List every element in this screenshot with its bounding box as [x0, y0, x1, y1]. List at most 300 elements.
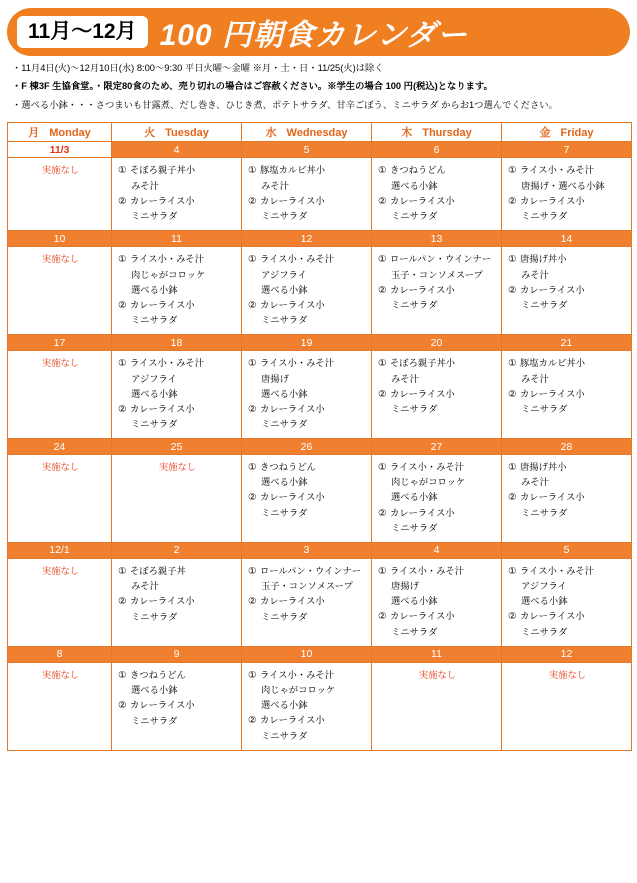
menu-item-text: 肉じゃがコロッケ	[261, 685, 336, 696]
menu-item	[248, 313, 367, 328]
menu-item	[508, 268, 627, 283]
menu-item-text: ミニサラダ	[521, 211, 568, 222]
menu-item	[248, 579, 367, 594]
menu-item-text: ライス小・みそ汁	[390, 565, 465, 576]
closed-label: 実施なし	[41, 565, 80, 576]
menu-item-number: ②	[378, 284, 387, 296]
menu-item-text: みそ汁	[261, 180, 289, 191]
menu-item	[248, 283, 367, 298]
closed-cell	[8, 247, 112, 335]
menu-item-text: 玉子・コンソメスープ	[261, 581, 353, 592]
menu-item	[378, 475, 497, 490]
menu-cell	[502, 158, 632, 231]
menu-row	[8, 662, 632, 750]
menu-item-text: 選べる小鉢	[131, 685, 178, 696]
menu-item-text: きつねうどん	[130, 669, 186, 680]
menu-item	[248, 594, 367, 609]
menu-item-text: ミニサラダ	[521, 507, 568, 518]
menu-item-text: 豚塩カルビ丼小	[260, 165, 326, 176]
menu-cell	[112, 247, 242, 335]
menu-item	[118, 372, 237, 387]
table-header-row	[8, 123, 632, 142]
menu-item-number: ②	[118, 596, 127, 608]
menu-item	[248, 402, 367, 417]
page-title: 100 円朝食カレンダー	[159, 19, 469, 52]
date-cell	[372, 142, 502, 158]
menu-cell	[112, 662, 242, 750]
column-header-tuesday-en: Tuesday	[165, 127, 209, 140]
menu-item	[508, 625, 627, 640]
closed-label: 実施なし	[41, 669, 80, 680]
menu-item-text: アジフライ	[261, 269, 307, 280]
menu-item	[118, 252, 237, 267]
date-label: 27	[430, 440, 443, 453]
date-label: 5	[303, 143, 310, 156]
column-header-monday-en: Monday	[49, 127, 91, 140]
menu-item-text: ライス小・みそ汁	[520, 165, 595, 176]
menu-item-text: カレーライス小	[130, 299, 195, 310]
menu-item-text: アジフライ	[521, 581, 567, 592]
menu-row	[8, 247, 632, 335]
menu-item	[508, 564, 627, 579]
menu-item	[378, 506, 497, 521]
menu-item	[508, 387, 627, 402]
menu-item	[118, 356, 237, 371]
menu-item-number: ①	[508, 358, 517, 370]
menu-item	[378, 372, 497, 387]
menu-row	[8, 158, 632, 231]
menu-item-text: ミニサラダ	[391, 211, 438, 222]
menu-cell	[242, 158, 372, 231]
menu-item-text: みそ汁	[131, 581, 159, 592]
menu-item-text: カレーライス小	[520, 284, 585, 295]
date-label: 4	[173, 143, 180, 156]
menu-item	[378, 298, 497, 313]
date-row	[8, 231, 632, 247]
menu-item	[248, 713, 367, 728]
menu-item	[378, 179, 497, 194]
menu-item-text: カレーライス小	[520, 492, 585, 503]
menu-item-text: カレーライス小	[260, 492, 325, 503]
menu-item	[118, 564, 237, 579]
header-period-badge: 11月～12月	[17, 16, 148, 48]
date-row	[8, 142, 632, 158]
date-cell	[8, 542, 112, 558]
menu-item-text: ロールパン・ウインナー	[390, 254, 492, 265]
menu-item-text: 唐揚げ丼小	[520, 462, 567, 473]
date-cell	[242, 231, 372, 247]
menu-cell	[502, 455, 632, 543]
date-cell	[112, 439, 242, 455]
menu-item	[248, 564, 367, 579]
menu-item	[508, 194, 627, 209]
menu-item-text: カレーライス小	[260, 715, 325, 726]
column-header-monday	[8, 123, 112, 142]
menu-item	[248, 209, 367, 224]
menu-item-text: ライス小・みそ汁	[260, 669, 335, 680]
menu-item	[118, 179, 237, 194]
menu-item	[118, 402, 237, 417]
date-cell	[502, 439, 632, 455]
date-cell	[242, 439, 372, 455]
date-cell	[502, 542, 632, 558]
menu-item-number: ②	[508, 284, 517, 296]
menu-item-text: カレーライス小	[260, 403, 325, 414]
menu-item	[248, 729, 367, 744]
date-cell	[502, 646, 632, 662]
menu-item	[378, 194, 497, 209]
menu-item-number: ②	[508, 195, 517, 207]
menu-item-text: ライス小・みそ汁	[130, 358, 205, 369]
menu-item-text: そぼろ親子丼	[130, 565, 186, 576]
menu-row	[8, 455, 632, 543]
menu-item-text: カレーライス小	[520, 388, 585, 399]
menu-item	[508, 163, 627, 178]
menu-cell	[242, 558, 372, 646]
menu-item	[248, 372, 367, 387]
menu-item	[118, 163, 237, 178]
menu-item	[508, 252, 627, 267]
menu-item	[378, 163, 497, 178]
date-cell	[242, 142, 372, 158]
date-cell	[8, 142, 112, 158]
column-header-wednesday-en: Wednesday	[286, 127, 348, 140]
menu-item-number: ①	[248, 565, 257, 577]
menu-item-text: みそ汁	[391, 373, 419, 384]
menu-item-number: ②	[118, 700, 127, 712]
menu-item-text: 選べる小鉢	[131, 388, 178, 399]
menu-cell	[502, 247, 632, 335]
menu-item	[118, 417, 237, 432]
menu-item	[508, 490, 627, 505]
date-cell	[372, 439, 502, 455]
menu-item-number: ②	[248, 492, 257, 504]
notes-block	[6, 62, 631, 120]
menu-item-text: カレーライス小	[130, 596, 195, 607]
menu-item	[378, 209, 497, 224]
menu-item	[508, 506, 627, 521]
date-label: 10	[300, 648, 313, 661]
menu-item	[508, 579, 627, 594]
menu-item	[248, 475, 367, 490]
menu-cell	[112, 351, 242, 439]
date-label: 14	[560, 232, 573, 245]
menu-item-text: 肉じゃがコロッケ	[131, 269, 206, 280]
menu-item-text: みそ汁	[521, 477, 549, 488]
menu-item-text: ミニサラダ	[521, 403, 568, 414]
menu-item-text: ライス小・みそ汁	[260, 254, 335, 265]
menu-item	[378, 564, 497, 579]
menu-item-text: ライス小・みそ汁	[260, 358, 335, 369]
menu-item	[378, 490, 497, 505]
menu-item-text: ミニサラダ	[261, 211, 308, 222]
column-header-wednesday	[242, 123, 372, 142]
date-cell	[502, 231, 632, 247]
date-cell	[372, 335, 502, 351]
menu-item-text: カレーライス小	[390, 195, 455, 206]
menu-item-text: カレーライス小	[390, 284, 455, 295]
menu-item-text: カレーライス小	[260, 195, 325, 206]
menu-item-number: ①	[508, 165, 517, 177]
menu-item-text: ミニサラダ	[521, 626, 568, 637]
date-label: 26	[300, 440, 313, 453]
menu-item-text: そぼろ親子丼小	[390, 358, 456, 369]
menu-item-text: カレーライス小	[260, 596, 325, 607]
menu-item	[248, 506, 367, 521]
menu-row	[8, 351, 632, 439]
menu-item-text: 選べる小鉢	[131, 284, 178, 295]
column-header-tuesday-jp: 火	[144, 127, 156, 140]
date-cell	[112, 646, 242, 662]
column-header-wednesday-jp: 水	[265, 127, 277, 140]
menu-item-text: カレーライス小	[520, 611, 585, 622]
closed-label: 実施なし	[41, 165, 80, 176]
date-label: 21	[560, 336, 573, 349]
menu-cell	[372, 158, 502, 231]
menu-item	[118, 714, 237, 729]
column-header-friday-jp: 金	[539, 127, 551, 140]
menu-item-number: ②	[118, 299, 127, 311]
date-cell	[242, 335, 372, 351]
date-cell	[242, 646, 372, 662]
date-label: 12	[560, 648, 573, 661]
menu-item-number: ①	[118, 358, 127, 370]
closed-label: 実施なし	[41, 358, 80, 369]
menu-cell	[242, 662, 372, 750]
menu-item	[118, 594, 237, 609]
menu-item-text: きつねうどん	[260, 462, 316, 473]
menu-item	[118, 298, 237, 313]
menu-item-text: 選べる小鉢	[261, 700, 308, 711]
menu-item-text: ミニサラダ	[391, 300, 438, 311]
date-label: 11/3	[49, 143, 70, 156]
date-row	[8, 646, 632, 662]
date-cell	[112, 542, 242, 558]
menu-item	[378, 460, 497, 475]
date-cell	[8, 646, 112, 662]
menu-item-number: ②	[118, 195, 127, 207]
menu-item-text: 玉子・コンソメスープ	[391, 269, 483, 280]
menu-item-number: ①	[508, 565, 517, 577]
menu-item	[248, 683, 367, 698]
date-cell	[112, 231, 242, 247]
date-cell	[372, 231, 502, 247]
date-label: 28	[560, 440, 573, 453]
menu-item-text: カレーライス小	[130, 403, 195, 414]
menu-item	[248, 356, 367, 371]
menu-item-text: ミニサラダ	[131, 211, 178, 222]
date-label: 6	[433, 143, 440, 156]
menu-item-number: ①	[508, 254, 517, 266]
menu-item	[118, 698, 237, 713]
menu-item-number: ②	[248, 596, 257, 608]
menu-item-text: ミニサラダ	[391, 403, 438, 414]
date-cell	[8, 231, 112, 247]
column-header-thursday	[372, 123, 502, 142]
date-label: 10	[53, 232, 66, 245]
menu-item-text: ミニサラダ	[131, 611, 178, 622]
menu-item	[248, 460, 367, 475]
date-label: 11	[171, 232, 182, 245]
menu-item-number: ②	[508, 492, 517, 504]
menu-item	[378, 283, 497, 298]
menu-item	[248, 698, 367, 713]
menu-item-text: ミニサラダ	[261, 730, 308, 741]
date-cell	[372, 646, 502, 662]
date-label: 4	[433, 544, 440, 557]
menu-item	[508, 594, 627, 609]
menu-cell	[112, 158, 242, 231]
date-row	[8, 542, 632, 558]
menu-item-number: ①	[248, 254, 257, 266]
date-label: 2	[173, 544, 180, 557]
menu-item	[118, 313, 237, 328]
menu-item	[118, 209, 237, 224]
closed-cell	[8, 558, 112, 646]
menu-cell	[112, 558, 242, 646]
menu-item	[508, 179, 627, 194]
date-label: 18	[170, 336, 183, 349]
menu-item-number: ①	[378, 462, 387, 474]
menu-item-text: ミニサラダ	[521, 300, 568, 311]
menu-cell	[372, 455, 502, 543]
menu-item	[248, 179, 367, 194]
menu-item-number: ①	[378, 565, 387, 577]
date-cell	[112, 142, 242, 158]
menu-item-number: ①	[118, 565, 127, 577]
menu-item-number: ①	[248, 165, 257, 177]
menu-item-number: ①	[118, 165, 127, 177]
column-header-friday	[502, 123, 632, 142]
menu-item-number: ①	[508, 462, 517, 474]
closed-cell	[8, 455, 112, 543]
menu-item	[118, 610, 237, 625]
menu-item-number: ①	[118, 669, 127, 681]
column-header-friday-en: Friday	[560, 127, 594, 140]
menu-item	[118, 194, 237, 209]
menu-item-text: ミニサラダ	[391, 522, 438, 533]
menu-item-text: 選べる小鉢	[391, 180, 438, 191]
menu-item	[508, 356, 627, 371]
date-cell	[112, 335, 242, 351]
closed-label: 実施なし	[41, 462, 80, 473]
menu-cell	[372, 351, 502, 439]
menu-item	[378, 594, 497, 609]
menu-item-number: ②	[378, 195, 387, 207]
menu-cell	[502, 558, 632, 646]
menu-item	[508, 298, 627, 313]
menu-item	[118, 268, 237, 283]
menu-item	[118, 579, 237, 594]
closed-label: 実施なし	[158, 462, 197, 473]
closed-cell	[8, 662, 112, 750]
column-header-monday-jp: 月	[28, 127, 40, 140]
menu-item-number: ①	[248, 669, 257, 681]
menu-item-text: 選べる小鉢	[261, 284, 308, 295]
menu-item	[508, 609, 627, 624]
menu-item	[378, 402, 497, 417]
date-cell	[8, 335, 112, 351]
date-cell	[242, 542, 372, 558]
closed-cell	[502, 662, 632, 750]
date-cell	[8, 439, 112, 455]
menu-item-text: カレーライス小	[130, 195, 195, 206]
menu-item-text: 肉じゃがコロッケ	[391, 477, 466, 488]
menu-item-text: カレーライス小	[390, 388, 455, 399]
menu-item	[248, 163, 367, 178]
menu-item-text: 選べる小鉢	[391, 492, 438, 503]
menu-item	[508, 460, 627, 475]
menu-item	[508, 372, 627, 387]
date-label: 12/1	[49, 544, 70, 557]
breakfast-calendar-table	[7, 122, 632, 750]
menu-item	[118, 683, 237, 698]
menu-item	[248, 194, 367, 209]
menu-cell	[372, 558, 502, 646]
menu-item-text: ミニサラダ	[391, 626, 438, 637]
menu-item-number: ①	[378, 254, 387, 266]
menu-cell	[502, 351, 632, 439]
menu-item-text: カレーライス小	[260, 299, 325, 310]
menu-item-text: 選べる小鉢	[261, 477, 308, 488]
date-label: 13	[430, 232, 443, 245]
menu-item-number: ①	[248, 358, 257, 370]
menu-item	[508, 283, 627, 298]
date-label: 3	[303, 544, 310, 557]
menu-item	[508, 402, 627, 417]
note-side-dishes: ・選べる小鉢・・・さつまいも甘露煮、だし巻き、ひじき煮、ポテトサラダ、甘辛ごぼう、ミニサラダ からお1つ選んでください。	[12, 99, 558, 110]
column-header-thursday-en: Thursday	[422, 127, 472, 140]
menu-item-number: ①	[378, 165, 387, 177]
menu-item-text: ミニサラダ	[261, 611, 308, 622]
date-label: 19	[300, 336, 313, 349]
menu-item	[378, 609, 497, 624]
closed-cell	[372, 662, 502, 750]
menu-item	[508, 209, 627, 224]
menu-item-text: ミニサラダ	[261, 315, 308, 326]
date-label: 20	[430, 336, 443, 349]
menu-item-text: ライス小・みそ汁	[130, 254, 205, 265]
table-body	[8, 142, 632, 750]
menu-item	[248, 387, 367, 402]
menu-item-text: カレーライス小	[390, 611, 455, 622]
column-header-tuesday	[112, 123, 242, 142]
menu-item	[118, 668, 237, 683]
menu-item-text: みそ汁	[521, 373, 549, 384]
menu-item-text: 選べる小鉢	[521, 596, 568, 607]
menu-item-number: ②	[248, 195, 257, 207]
date-label: 8	[56, 648, 63, 661]
date-label: 11	[431, 648, 442, 661]
date-label: 9	[173, 648, 180, 661]
closed-cell	[8, 351, 112, 439]
date-label: 17	[53, 336, 66, 349]
date-label: 12	[300, 232, 313, 245]
menu-item-number: ②	[378, 611, 387, 623]
date-label: 25	[170, 440, 183, 453]
menu-item-number: ②	[248, 403, 257, 415]
menu-item	[378, 252, 497, 267]
menu-item	[248, 490, 367, 505]
menu-item-text: 唐揚げ丼小	[520, 254, 567, 265]
menu-item-text: 選べる小鉢	[391, 596, 438, 607]
menu-item-number: ①	[378, 358, 387, 370]
menu-item	[378, 625, 497, 640]
closed-cell	[8, 158, 112, 231]
note-schedule: ・11月4日(火)～12月10日(水) 8:00～9:30 平日火曜～金曜 ※月・土・日・11/25(火)は除く	[12, 63, 384, 73]
menu-item-text: 唐揚げ・選べる小鉢	[521, 180, 605, 191]
menu-item-text: 唐揚げ	[391, 581, 419, 592]
